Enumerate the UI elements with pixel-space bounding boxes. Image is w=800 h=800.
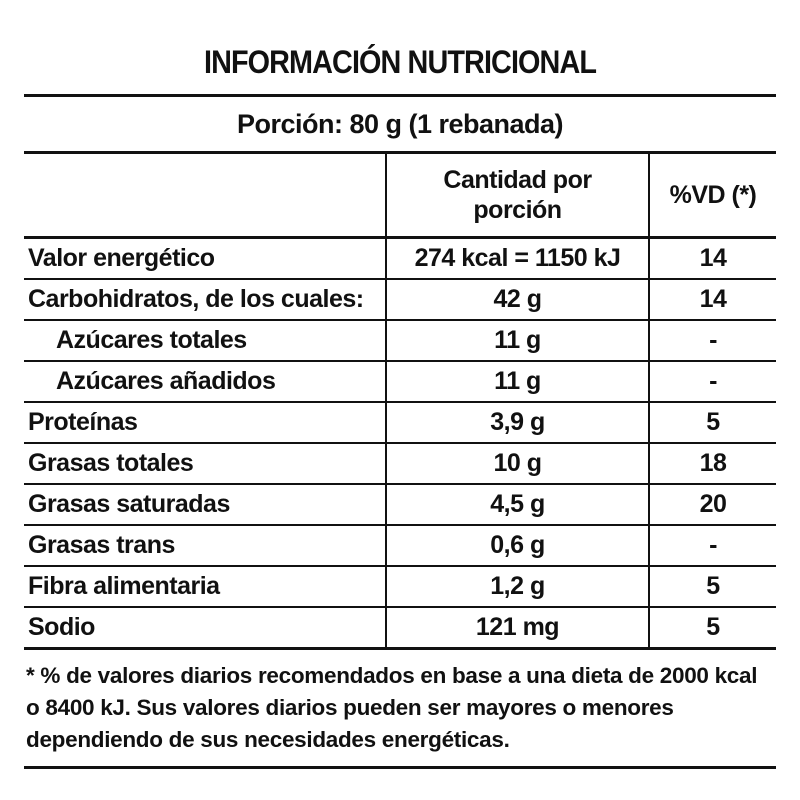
nutrient-vd: -: [649, 525, 776, 566]
nutrient-amount: 1,2 g: [386, 566, 649, 607]
amount-header-line1: Cantidad por: [443, 166, 592, 194]
table-row: [24, 484, 776, 525]
table-row: [24, 402, 776, 443]
table-row: [24, 525, 776, 566]
amount-column-header: [386, 154, 649, 238]
nutrient-vd: 14: [649, 279, 776, 320]
nutrient-amount: 42 g: [386, 279, 649, 320]
nutrient-amount: 10 g: [386, 443, 649, 484]
nutrient-amount: 4,5 g: [386, 484, 649, 525]
nutrient-name: Grasas totales: [24, 443, 386, 484]
vd-column-header: %VD (*): [649, 154, 776, 238]
nutrient-name: Sodio: [24, 607, 386, 647]
nutrient-vd: -: [649, 361, 776, 402]
portion-size: Porción: 80 g (1 rebanada): [236, 109, 564, 139]
table-row: [24, 279, 776, 320]
nutrient-vd: 14: [649, 238, 776, 280]
nutrient-name: Azúcares añadidos: [24, 361, 386, 402]
nutrient-vd: 18: [649, 443, 776, 484]
amount-header-line2: porción: [473, 196, 562, 224]
nutrient-amount: 3,9 g: [386, 402, 649, 443]
nutrient-amount: 0,6 g: [386, 525, 649, 566]
table-header-row: [24, 154, 776, 238]
nutrient-column-header: [24, 154, 386, 238]
table-row: [24, 238, 776, 280]
nutrient-amount: 11 g: [386, 320, 649, 361]
table-row: [24, 361, 776, 402]
nutrient-name: Fibra alimentaria: [24, 566, 386, 607]
nutrient-amount: 11 g: [386, 361, 649, 402]
nutrient-vd: 20: [649, 484, 776, 525]
table-row: [24, 443, 776, 484]
nutrient-name: Grasas trans: [24, 525, 386, 566]
nutrient-amount: 121 mg: [386, 607, 649, 647]
nutrition-facts-label: [24, 30, 776, 769]
nutrient-vd: 5: [649, 402, 776, 443]
nutrient-vd: 5: [649, 566, 776, 607]
divider: [24, 766, 776, 769]
nutrient-name: Valor energético: [28, 244, 215, 272]
nutrient-amount: 274 kcal = 1150 kJ: [386, 238, 649, 280]
table-row: [24, 566, 776, 607]
nutrient-name: Grasas saturadas: [24, 484, 386, 525]
nutrient-vd: 5: [649, 607, 776, 647]
label-title: INFORMACIÓN NUTRICIONAL: [203, 44, 597, 80]
nutrient-name: Proteínas: [24, 402, 386, 443]
table-row: [24, 607, 776, 647]
nutrient-name: Azúcares totales: [24, 320, 386, 361]
footnote: * % de valores diarios recomendados en base a una dieta de 2000 kcal o 8400 kJ. Sus valores diarios pueden ser mayores o menores dependiendo de sus necesidades energéticas.: [26, 663, 758, 752]
nutrient-vd: -: [649, 320, 776, 361]
nutrient-name: Carbohidratos, de los cuales:: [24, 279, 386, 320]
nutrition-table: [24, 154, 776, 647]
table-row: [24, 320, 776, 361]
